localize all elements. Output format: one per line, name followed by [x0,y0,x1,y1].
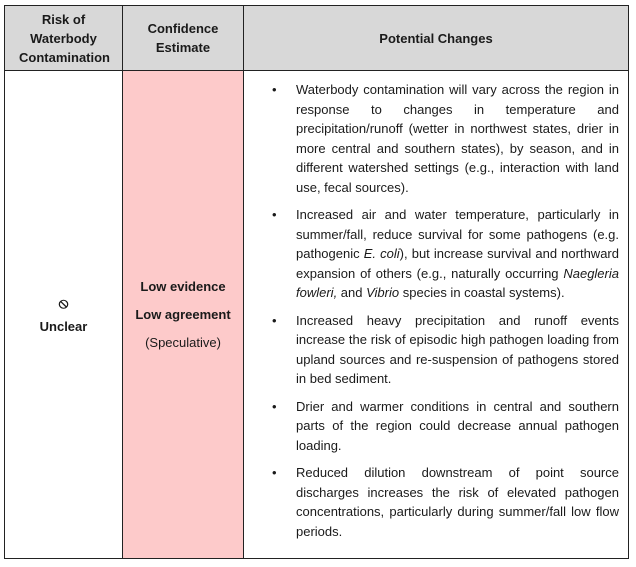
change-item [296,463,619,541]
change-text: and [337,285,367,300]
changes-cell [244,71,629,559]
change-item [296,80,619,197]
species-name: E. coli [363,246,400,261]
risk-cell [5,71,123,559]
risk-table [4,5,629,559]
confidence-cell [123,71,244,559]
unclear-symbol-icon: ⦸ [58,295,69,312]
header-confidence: Confidence Estimate [123,6,244,71]
change-text: Reduced dilution downstream of point source discharges increases the risk of elevated pathogen concentrations, particularly during summer/fall low flow periods. [296,465,619,539]
change-item [296,311,619,389]
risk-label: Unclear [39,319,88,334]
change-item [296,397,619,456]
confidence-agreement: Low agreement [135,306,231,322]
change-text: ), but increase survival and northward expansion of others (e.g., naturally occurring [296,246,619,281]
change-text: Waterbody contamination will vary across the region in response to changes in temperature and precipitation/runoff (wetter in northwest states, drier in more central and southern states), by season, and in different watershed settings (e.g., interaction with land use, fecal sources). [296,82,619,195]
data-row [5,71,629,559]
header-potential-changes: Potential Changes [244,6,629,71]
change-text: Increased air and water temperature, particularly in summer/fall, reduce survival for some pathogens (e.g. pathogenic [296,207,619,261]
species-name: Naegleria fowleri, [296,265,619,300]
change-text: Drier and warmer conditions in central and southern parts of the region could decrease annual pathogen loading. [296,398,619,453]
change-text: species in coastal systems). [399,285,565,300]
change-text: Increased heavy precipitation and runoff events increase the risk of episodic high pathogen loading from upland sources and re-suspension of pathogens stored in bed sediment. [296,312,619,386]
confidence-evidence: Low evidence [140,278,226,294]
confidence-note: (Speculative) [145,334,221,350]
species-name: Vibrio [366,285,400,300]
header-risk: Risk of Waterbody Contamination [5,6,123,71]
changes-list [244,71,628,547]
header-row [5,6,629,71]
change-item [296,205,619,303]
